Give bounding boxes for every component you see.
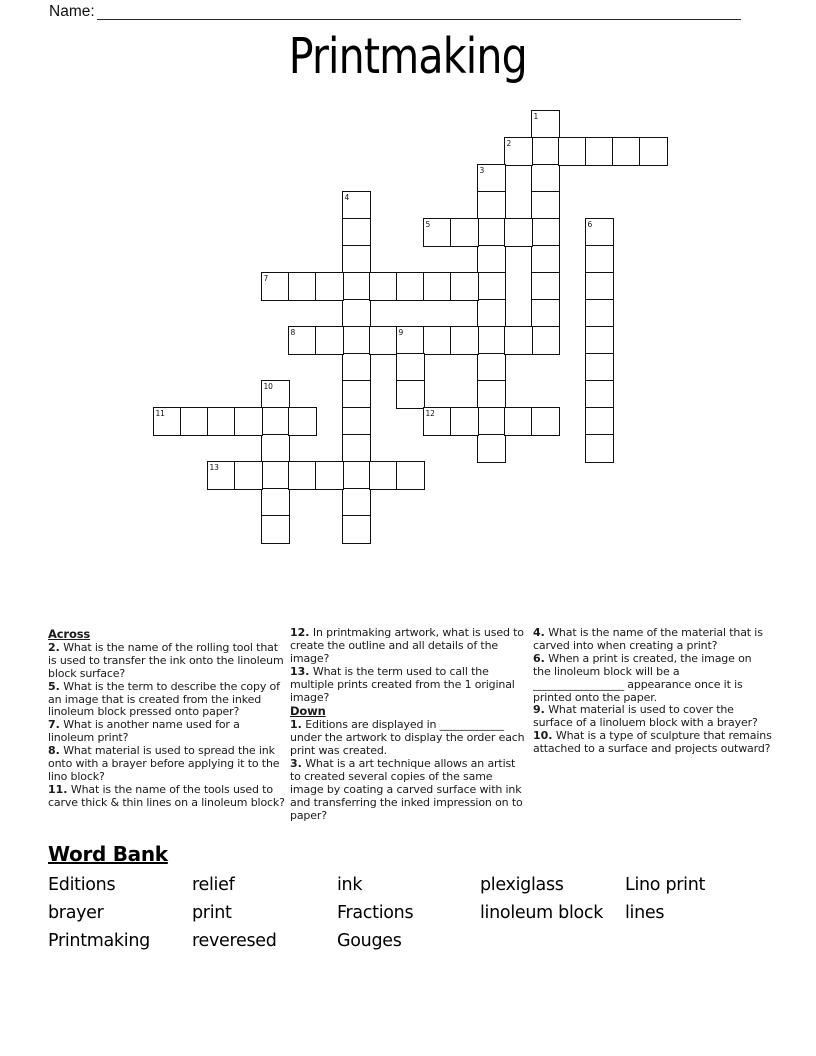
- word-bank-word: lines: [625, 903, 665, 923]
- clue-number: 11: [155, 408, 165, 418]
- clue-item: 3. What is a art technique allows an artist to created several copies of the same image by coating a carved surface with ink and transferring the inked impression on to paper?: [290, 757, 523, 822]
- crossword-cell[interactable]: [234, 461, 263, 490]
- clue-item-number: 1.: [290, 718, 302, 732]
- crossword-cell[interactable]: [423, 272, 452, 301]
- clue-number: 5: [425, 219, 431, 229]
- crossword-cell[interactable]: [585, 218, 614, 247]
- crossword-cell[interactable]: [477, 164, 506, 193]
- word-bank-title: [48, 842, 168, 866]
- clue-number: 13: [209, 462, 219, 472]
- crossword-cell[interactable]: [531, 218, 560, 247]
- word-bank-word: ink: [337, 875, 363, 895]
- clue-item: 10. What is a type of sculpture that remains attached to a surface and projects outward?: [533, 729, 772, 756]
- crossword-cell[interactable]: [504, 218, 533, 247]
- clue-item: 8. What material is used to spread the ink onto with a brayer before applying it to the lino block?: [48, 744, 280, 783]
- clue-number: 8: [290, 327, 296, 337]
- word-bank-word: plexiglass: [480, 875, 564, 895]
- crossword-cell[interactable]: [504, 137, 533, 166]
- clue-number: 12: [425, 408, 435, 418]
- crossword-cell[interactable]: [261, 272, 290, 301]
- clue-number: 1: [533, 111, 539, 121]
- clue-list-header: Down: [290, 704, 326, 719]
- crossword-cell[interactable]: [585, 407, 614, 436]
- word-bank-row: [48, 871, 772, 899]
- crossword-cell[interactable]: [207, 407, 236, 436]
- crossword-cell[interactable]: [585, 434, 614, 463]
- crossword-cell[interactable]: [288, 326, 317, 355]
- clue-item-number: 5.: [48, 679, 60, 693]
- crossword-cell[interactable]: [342, 488, 371, 517]
- clue-list-header: Across: [48, 627, 91, 641]
- crossword-cell[interactable]: [531, 137, 560, 166]
- clue-item-number: 9.: [533, 703, 545, 717]
- word-bank-word: reveresed: [192, 931, 277, 951]
- clue-item: 2. What is the name of the rolling tool that is used to transfer the ink onto the linoleum block surface?: [48, 640, 284, 680]
- word-bank-word: brayer: [48, 903, 104, 923]
- clue-item-number: 3.: [290, 757, 302, 771]
- word-bank-word: Lino print: [625, 875, 706, 895]
- word-bank-title-text: Word Bank: [48, 842, 168, 866]
- crossword-cell[interactable]: [369, 326, 398, 355]
- crossword-cell[interactable]: [639, 137, 668, 166]
- clue-column: [290, 627, 529, 823]
- page-title: [0, 28, 816, 86]
- crossword-cell[interactable]: [531, 407, 560, 436]
- crossword-cell[interactable]: [315, 461, 344, 490]
- clue-number: 9: [398, 327, 404, 337]
- clue-item-number: 7.: [48, 718, 60, 732]
- crossword-cell[interactable]: [450, 326, 479, 355]
- crossword-cell[interactable]: [423, 326, 452, 355]
- crossword-cell[interactable]: [450, 218, 479, 247]
- crossword-cell[interactable]: [504, 326, 533, 355]
- crossword-cell[interactable]: [342, 461, 371, 490]
- clue-number: 4: [344, 192, 350, 202]
- name-label: Name:: [49, 3, 95, 20]
- crossword-cell[interactable]: [342, 272, 371, 301]
- crossword-cell[interactable]: [585, 299, 614, 328]
- crossword-cell[interactable]: [234, 407, 263, 436]
- crossword-cell[interactable]: [531, 164, 560, 193]
- word-bank-word: Fractions: [337, 903, 414, 923]
- crossword-cell[interactable]: [288, 461, 317, 490]
- crossword-cell[interactable]: [531, 245, 560, 274]
- crossword-cell[interactable]: [504, 407, 533, 436]
- crossword-cell[interactable]: [477, 353, 506, 382]
- word-bank-word: Gouges: [337, 931, 402, 951]
- crossword-cell[interactable]: [477, 218, 506, 247]
- crossword-cell[interactable]: [450, 272, 479, 301]
- crossword-cell[interactable]: [180, 407, 209, 436]
- clue-item-number: 10.: [533, 729, 553, 743]
- crossword-cell[interactable]: [396, 461, 425, 490]
- crossword-cell[interactable]: [342, 434, 371, 463]
- crossword-cell[interactable]: [369, 461, 398, 490]
- word-bank-row: [48, 927, 772, 955]
- clue-item: 12. In printmaking artwork, what is used to create the outline and all details of the image?: [290, 626, 524, 665]
- crossword-cell[interactable]: [477, 245, 506, 274]
- clue-column: [533, 627, 772, 756]
- clue-item: 5. What is the term to describe the copy of an image that is created from the inked linoleum block pressed onto paper?: [48, 679, 280, 719]
- crossword-cell[interactable]: [342, 218, 371, 247]
- crossword-cell[interactable]: [396, 353, 425, 382]
- crossword-cell[interactable]: [288, 407, 317, 436]
- name-blank-line[interactable]: [97, 2, 741, 20]
- crossword-cell[interactable]: [477, 299, 506, 328]
- crossword-cell[interactable]: [342, 407, 371, 436]
- crossword-cell[interactable]: [288, 272, 317, 301]
- crossword-cell[interactable]: [315, 326, 344, 355]
- crossword-cell[interactable]: [261, 488, 290, 517]
- crossword-cell[interactable]: [477, 434, 506, 463]
- clue-item: 11. What is the name of the tools used to carve thick & thin lines on a linoleum block?: [48, 782, 285, 809]
- clue-item: 6. When a print is created, the image on the linoleum block will be a _________________ appearance once it is printed onto the paper.: [533, 651, 752, 704]
- crossword-cell[interactable]: [396, 326, 425, 355]
- clue-number: 7: [263, 273, 269, 283]
- crossword-cell[interactable]: [423, 218, 452, 247]
- word-bank-list: [48, 871, 772, 955]
- clue-item-number: 11.: [48, 782, 68, 796]
- crossword-cell[interactable]: [153, 407, 182, 436]
- crossword-cell[interactable]: [261, 380, 290, 409]
- crossword-cell[interactable]: [423, 407, 452, 436]
- crossword-cell[interactable]: [342, 299, 371, 328]
- clue-item-number: 2.: [48, 640, 60, 654]
- crossword-cell[interactable]: [261, 407, 290, 436]
- clue-column: [48, 627, 287, 810]
- clue-item-number: 8.: [48, 744, 60, 758]
- crossword-cell[interactable]: [585, 353, 614, 382]
- crossword-cell[interactable]: [531, 299, 560, 328]
- clue-item: 9. What material is used to cover the surface of a linoluem block with a brayer?: [533, 703, 758, 730]
- crossword-cell[interactable]: [585, 137, 614, 166]
- crossword-cell[interactable]: [531, 110, 560, 139]
- crossword-grid: [153, 110, 673, 550]
- clue-item-number: 6.: [533, 651, 545, 665]
- crossword-cell[interactable]: [342, 515, 371, 544]
- crossword-cell[interactable]: [585, 380, 614, 409]
- crossword-cell[interactable]: [342, 326, 371, 355]
- clue-item: 4. What is the name of the material that is carved into when creating a print?: [533, 626, 763, 652]
- crossword-cell[interactable]: [261, 434, 290, 463]
- crossword-cell[interactable]: [585, 245, 614, 274]
- word-bank-word: Printmaking: [48, 931, 150, 951]
- crossword-cell[interactable]: [531, 272, 560, 301]
- clue-number: 10: [263, 381, 273, 391]
- crossword-cell[interactable]: [369, 272, 398, 301]
- word-bank-word: print: [192, 903, 232, 923]
- crossword-cell[interactable]: [612, 137, 641, 166]
- word-bank-word: Editions: [48, 875, 116, 895]
- crossword-cell[interactable]: [342, 245, 371, 274]
- crossword-cell[interactable]: [342, 191, 371, 220]
- clue-number: 3: [479, 165, 485, 175]
- crossword-cell[interactable]: [261, 461, 290, 490]
- page-title-text: Printmaking: [288, 28, 528, 85]
- crossword-cell[interactable]: [477, 272, 506, 301]
- crossword-cell[interactable]: [477, 407, 506, 436]
- crossword-cell[interactable]: [585, 326, 614, 355]
- crossword-cell[interactable]: [342, 353, 371, 382]
- crossword-cell[interactable]: [207, 461, 236, 490]
- clue-item: 13. What is the term used to call the multiple prints created from the 1 original image?: [290, 664, 515, 704]
- crossword-cell[interactable]: [585, 272, 614, 301]
- crossword-cell[interactable]: [531, 191, 560, 220]
- word-bank-word: linoleum block: [480, 903, 604, 923]
- crossword-cell[interactable]: [477, 326, 506, 355]
- crossword-cell[interactable]: [342, 380, 371, 409]
- clue-item: 1. Editions are displayed in ____________ under the artwork to display the order each print was created.: [290, 718, 525, 758]
- crossword-cell[interactable]: [315, 272, 344, 301]
- crossword-cell[interactable]: [531, 326, 560, 355]
- clue-item-number: 4.: [533, 626, 545, 639]
- crossword-cell[interactable]: [450, 407, 479, 436]
- crossword-cell[interactable]: [477, 380, 506, 409]
- clue-item-number: 12.: [290, 626, 310, 639]
- clue-number: 2: [506, 138, 512, 148]
- clue-number: 6: [587, 219, 593, 229]
- clue-item-number: 13.: [290, 664, 310, 678]
- word-bank-row: [48, 899, 772, 927]
- clue-item: 7. What is another name used for a linoleum print?: [48, 718, 240, 745]
- crossword-cell[interactable]: [261, 515, 290, 544]
- crossword-cell[interactable]: [396, 380, 425, 409]
- word-bank-word: relief: [192, 875, 235, 895]
- crossword-cell[interactable]: [396, 272, 425, 301]
- crossword-cell[interactable]: [477, 191, 506, 220]
- crossword-cell[interactable]: [558, 137, 587, 166]
